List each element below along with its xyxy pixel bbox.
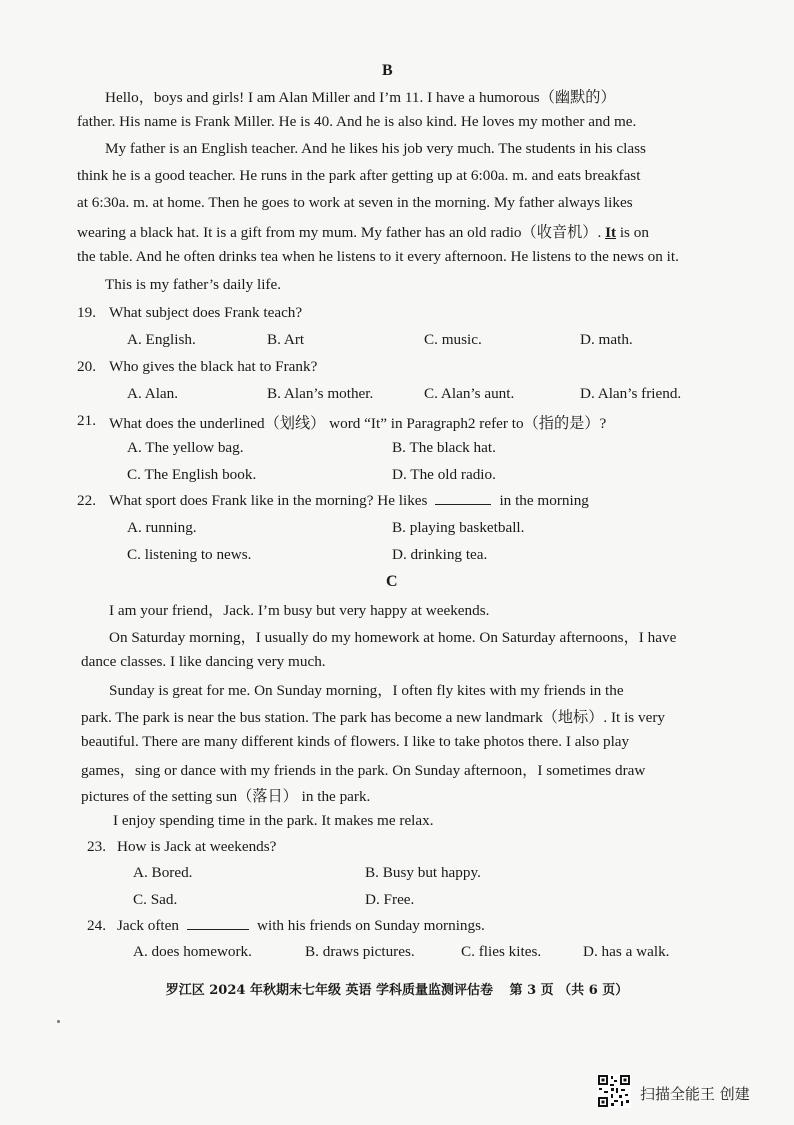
passage-c-line-1: I am your friend，Jack. I’m busy but very happy at weekends.: [109, 602, 490, 619]
q23-option-d: D. Free.: [365, 891, 415, 908]
q22-option-c: C. listening to news.: [127, 546, 252, 563]
q22-text-after: in the morning: [499, 492, 589, 509]
section-b-title: B: [382, 62, 393, 79]
question-21-text: What does the underlined（划线） word “It” in Paragraph2 refer to（指的是）?: [109, 415, 607, 432]
q22-option-b: B. playing basketball.: [392, 519, 525, 536]
q22-text-before: What sport does Frank like in the morning? He likes: [109, 492, 428, 509]
q22-answer-blank: [435, 492, 491, 505]
passage-b-line-6: [77, 221, 649, 242]
q24-option-b: B. draws pictures.: [305, 943, 415, 960]
passage-c-line-5: park. The park is near the bus station. The park has become a new landmark（地标）. It is very: [81, 709, 665, 726]
q24-option-c: C. flies kites.: [461, 943, 542, 960]
question-22-number: 22.: [77, 492, 96, 509]
scanner-watermark: 扫描全能王 创建: [640, 1085, 750, 1103]
q21-option-c: C. The English book.: [127, 466, 257, 483]
qr-code-icon: [597, 1074, 631, 1108]
q24-option-d: D. has a walk.: [583, 943, 670, 960]
q21-option-b: B. The black hat.: [392, 439, 496, 456]
q23-option-c: C. Sad.: [133, 891, 178, 908]
question-20-text: Who gives the black hat to Frank?: [109, 358, 318, 375]
q19-option-d: D. math.: [580, 331, 633, 348]
q23-option-a: A. Bored.: [133, 864, 193, 881]
question-19-number: 19.: [77, 304, 96, 321]
passage-b-line-1: Hello，boys and girls! I am Alan Miller and I’m 11. I have a humorous（幽默的）: [105, 89, 616, 106]
q24-option-a: A. does homework.: [133, 943, 252, 960]
passage-b-line-6-tail: is on: [619, 224, 649, 241]
passage-b-line-4: think he is a good teacher. He runs in the park after getting up at 6:00a. m. and eats breakfast: [77, 167, 641, 184]
q20-option-b: B. Alan’s mother.: [267, 385, 374, 402]
passage-b-line-5: at 6:30a. m. at home. Then he goes to work at seven in the morning. My father always likes: [77, 194, 633, 211]
q24-text-after: with his friends on Sunday mornings.: [257, 917, 485, 934]
passage-b-line-6-text: wearing a black hat. It is a gift from my mum. My father has an old radio（收音机）.: [77, 224, 602, 241]
page-footer: [0, 979, 794, 998]
passage-b-line-3: My father is an English teacher. And he likes his job very much. The students in his class: [105, 140, 646, 157]
question-23-text: How is Jack at weekends?: [117, 838, 277, 855]
q19-option-a: A. English.: [127, 331, 196, 348]
q21-option-a: A. The yellow bag.: [127, 439, 244, 456]
question-23-number: 23.: [87, 838, 106, 855]
scan-speck: [57, 1020, 60, 1023]
footer-exam-title: 罗江区 2024 年秋期末七年级 英语 学科质量监测评估卷: [165, 983, 494, 998]
question-19-text: What subject does Frank teach?: [109, 304, 303, 321]
q22-option-a: A. running.: [127, 519, 197, 536]
section-c-title: C: [386, 573, 398, 590]
passage-c-line-4: Sunday is great for me. On Sunday morning，I often fly kites with my friends in the: [109, 682, 624, 699]
q24-answer-blank: [187, 917, 249, 930]
passage-c-line-8: pictures of the setting sun（落日） in the park.: [81, 788, 371, 805]
q21-option-d: D. The old radio.: [392, 466, 496, 483]
question-24-number: 24.: [87, 917, 106, 934]
passage-c-line-3: dance classes. I like dancing very much.: [81, 653, 326, 670]
passage-c-line-2: On Saturday morning，I usually do my homework at home. On Saturday afternoons，I have: [109, 629, 677, 646]
passage-b-line-2: father. His name is Frank Miller. He is 40. And he is also kind. He loves my mother and me.: [77, 113, 637, 130]
passage-b-line-7: the table. And he often drinks tea when he listens to it every afternoon. He listens to the news on it.: [77, 248, 679, 265]
passage-c-line-6: beautiful. There are many different kinds of flowers. I like to take photos there. I also play: [81, 733, 630, 750]
q23-option-b: B. Busy but happy.: [365, 864, 481, 881]
passage-b-line-8: This is my father’s daily life.: [105, 276, 282, 293]
question-21-number: 21.: [77, 412, 96, 429]
q22-option-d: D. drinking tea.: [392, 546, 488, 563]
footer-page-number: 第 3 页 （共 6 页）: [509, 983, 629, 998]
question-22-text: [109, 492, 589, 510]
question-24-text: [117, 917, 485, 935]
underlined-it: It: [605, 224, 617, 241]
passage-c-line-7: games，sing or dance with my friends in the park. On Sunday afternoon，I sometimes draw: [81, 762, 646, 779]
passage-c-line-9: I enjoy spending time in the park. It makes me relax.: [113, 812, 434, 829]
q24-text-before: Jack often: [117, 917, 179, 934]
q19-option-b: B. Art: [267, 331, 305, 348]
q20-option-c: C. Alan’s aunt.: [424, 385, 515, 402]
q19-option-c: C. music.: [424, 331, 482, 348]
q20-option-a: A. Alan.: [127, 385, 179, 402]
q20-option-d: D. Alan’s friend.: [580, 385, 682, 402]
question-20-number: 20.: [77, 358, 96, 375]
